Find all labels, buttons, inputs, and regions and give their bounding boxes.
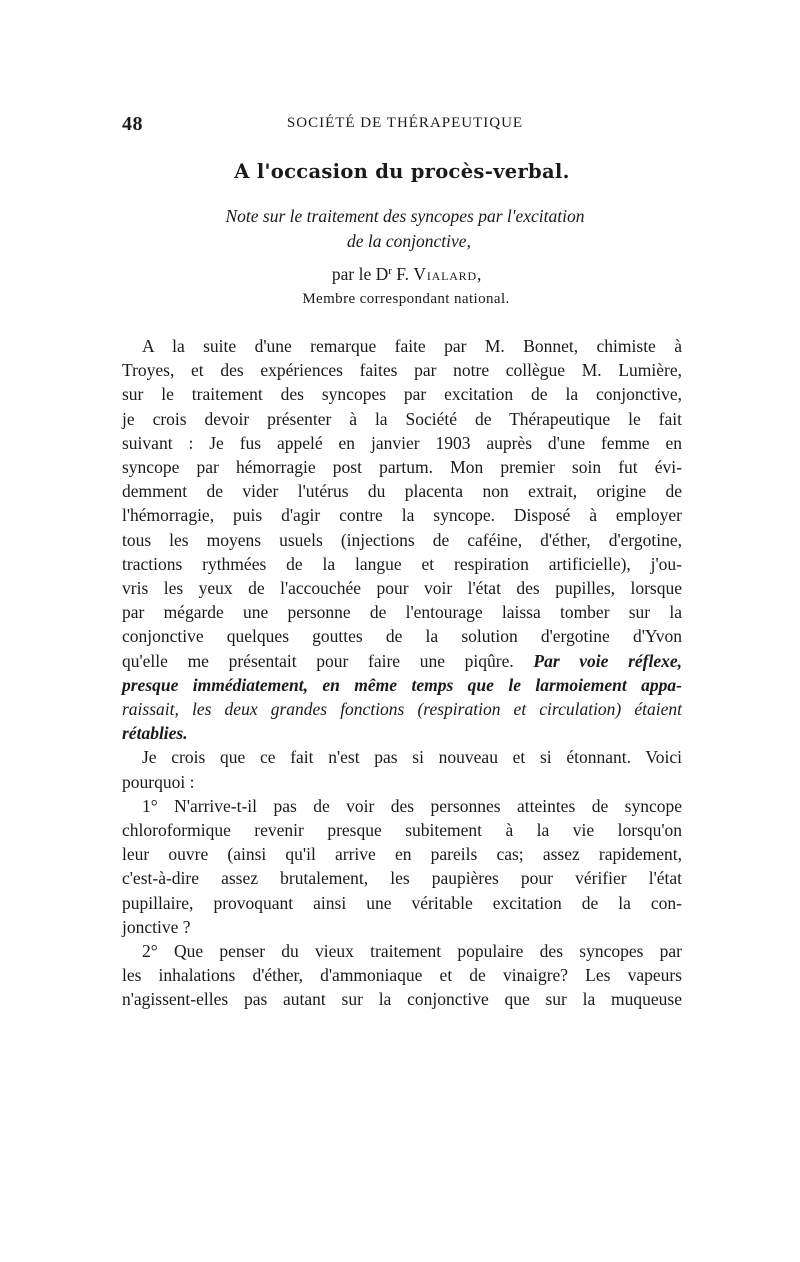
byline-prefix: par le D <box>331 264 389 284</box>
body-line: leur ouvre (ainsi qu'il arrive en pareils cas; assez rapidement, <box>122 844 682 865</box>
body-line: chloroformique revenir presque subitement à la vie lorsqu'on <box>122 820 682 841</box>
body-line: sur le traitement des syncopes par excitation de la conjonctive, <box>122 384 682 405</box>
body-line: jonctive ? <box>122 916 191 937</box>
body-line: je crois devoir présenter à la Société de Thérapeutique le fait <box>122 408 682 429</box>
body-line: c'est-à-dire assez brutalement, les paupières pour vérifier l'état <box>122 868 682 889</box>
body-line: pourquoi : <box>122 771 195 792</box>
author-name: Vialard, <box>413 264 483 284</box>
page-number: 48 <box>122 113 143 135</box>
byline-superscript: r <box>388 265 392 277</box>
body-line-plain-part: qu'elle me présentait pour faire une piqûre. <box>122 650 514 671</box>
body-line: suivant : Je fus appelé en janvier 1903 auprès d'une femme en <box>122 432 682 453</box>
body-line: l'hémorragie, puis d'agir contre la syncope. Disposé à employer <box>122 505 682 526</box>
body-line: pupillaire, provoquant ainsi une véritable excitation de la con- <box>122 892 682 913</box>
body-line: A la suite d'une remarque faite par M. Bonnet, chimiste à <box>142 336 682 356</box>
body-line: demment de vider l'utérus du placenta non extrait, origine de <box>122 481 682 502</box>
byline <box>122 264 682 285</box>
body-line: tous les moyens usuels (injections de caféine, d'éther, d'ergotine, <box>122 529 682 550</box>
byline-initial: F. <box>391 264 414 284</box>
subtitle-line-1: Note sur le traitement des syncopes par l'excitation <box>225 206 585 226</box>
body-line-italic-part: Par voie réflexe, <box>533 650 683 671</box>
body-line: 1° N'arrive-t-il pas de voir des personnes atteintes de syncope <box>142 795 682 816</box>
article-subtitle <box>122 204 682 254</box>
body-line: tractions rythmées de la langue et respiration artificielle), j'ou- <box>122 553 682 574</box>
author-affiliation: Membre correspondant national. <box>302 291 510 307</box>
body-line: vris les yeux de l'accouchée pour voir l'état des pupilles, lorsque <box>122 578 682 599</box>
article-title: A l'occasion du procès-verbal. <box>234 160 570 183</box>
running-head <box>122 113 682 137</box>
body-line: conjonctive quelques gouttes de la solution d'ergotine d'Yvon <box>122 626 682 647</box>
subtitle-line-2: de la conjonctive, <box>347 231 471 251</box>
body-line-italic: raissait, les deux grandes fonctions (respiration et circulation) étaient <box>122 699 682 720</box>
body-line: n'agissent-elles pas autant sur la conjonctive que sur la muqueuse <box>122 989 682 1010</box>
body-line: syncope par hémorragie post partum. Mon premier soin fut évi- <box>122 457 682 478</box>
body-line-italic: presque immédiatement, en même temps que le larmoiement appa- <box>122 674 682 695</box>
body-line-italic: rétablies. <box>122 723 188 744</box>
body-line: 2° Que penser du vieux traitement populaire des syncopes par <box>142 941 682 962</box>
body-line: les inhalations d'éther, d'ammoniaque et de vinaigre? Les vapeurs <box>122 965 682 986</box>
body-line-mixed <box>122 649 682 673</box>
body-line: Troyes, et des expériences faites par notre collègue M. Lumière, <box>122 360 682 381</box>
article-body <box>122 334 682 1012</box>
body-line: par mégarde une personne de l'entourage laissa tomber sur la <box>122 602 682 623</box>
body-line: Je crois que ce fait n'est pas si nouveau et si étonnant. Voici <box>142 747 682 768</box>
journal-title: SOCIÉTÉ DE THÉRAPEUTIQUE <box>286 115 524 131</box>
